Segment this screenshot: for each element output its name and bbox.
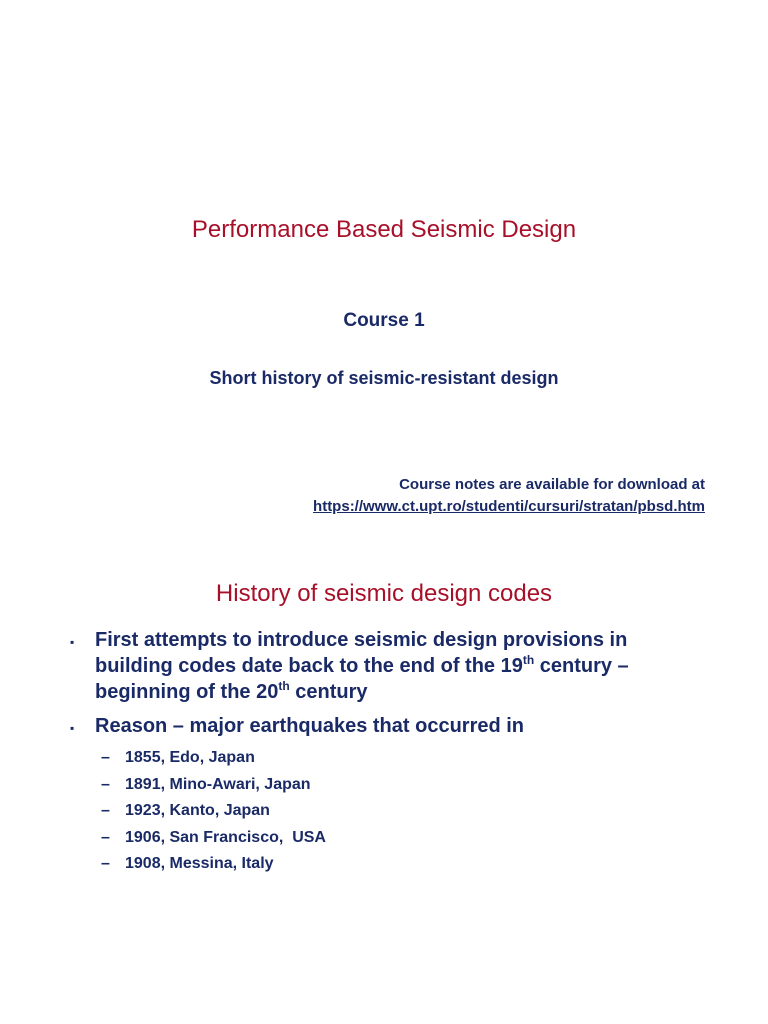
bullet-item-reason bbox=[70, 713, 710, 878]
ordinal-suffix: th bbox=[522, 653, 535, 667]
course-notes-link[interactable]: https://www.ct.upt.ro/studenti/cursuri/stratan/pbsd.htm bbox=[313, 498, 705, 515]
list-item bbox=[95, 851, 710, 878]
section-title: History of seismic design codes bbox=[215, 580, 553, 607]
course-notes-text: Course notes are available for download at bbox=[399, 476, 705, 493]
bullet-list bbox=[70, 627, 710, 886]
square-bullet-icon: ▪ bbox=[70, 721, 75, 735]
list-item-text: 1855, Edo, Japan bbox=[125, 749, 255, 766]
list-item bbox=[95, 772, 710, 799]
dash-bullet-icon: – bbox=[101, 802, 110, 819]
dash-bullet-icon: – bbox=[101, 855, 110, 872]
list-item bbox=[95, 798, 710, 825]
list-item-text: 1908, Messina, Italy bbox=[125, 855, 274, 872]
bullet-item-first-attempts bbox=[70, 627, 710, 705]
page-subtitle: Short history of seismic-resistant design bbox=[209, 368, 559, 388]
dash-bullet-icon: – bbox=[101, 775, 110, 793]
ordinal-suffix: th bbox=[278, 679, 290, 693]
list-item-text: 1923, Kanto, Japan bbox=[125, 802, 270, 819]
bullet-text-part: First attempts to introduce seismic design provisions in building codes date back to the end of the 19 bbox=[95, 629, 628, 677]
bullet-text-part: century – beginning of the 20 bbox=[95, 655, 629, 703]
page-title: Performance Based Seismic Design bbox=[191, 216, 577, 243]
bullet-text-part: century bbox=[289, 681, 368, 703]
list-item-text: 1906, San Francisco, USA bbox=[125, 828, 326, 846]
course-label: Course 1 bbox=[343, 310, 425, 331]
list-item bbox=[95, 825, 710, 852]
earthquake-list bbox=[95, 745, 710, 878]
course-notes bbox=[313, 474, 705, 518]
square-bullet-icon: ▪ bbox=[70, 635, 75, 649]
bullet-text: Reason – major earthquakes that occurred in bbox=[95, 715, 525, 737]
dash-bullet-icon: – bbox=[101, 828, 110, 846]
dash-bullet-icon: – bbox=[101, 749, 110, 766]
list-item bbox=[95, 745, 710, 772]
list-item-text: 1891, Mino-Awari, Japan bbox=[125, 775, 311, 793]
